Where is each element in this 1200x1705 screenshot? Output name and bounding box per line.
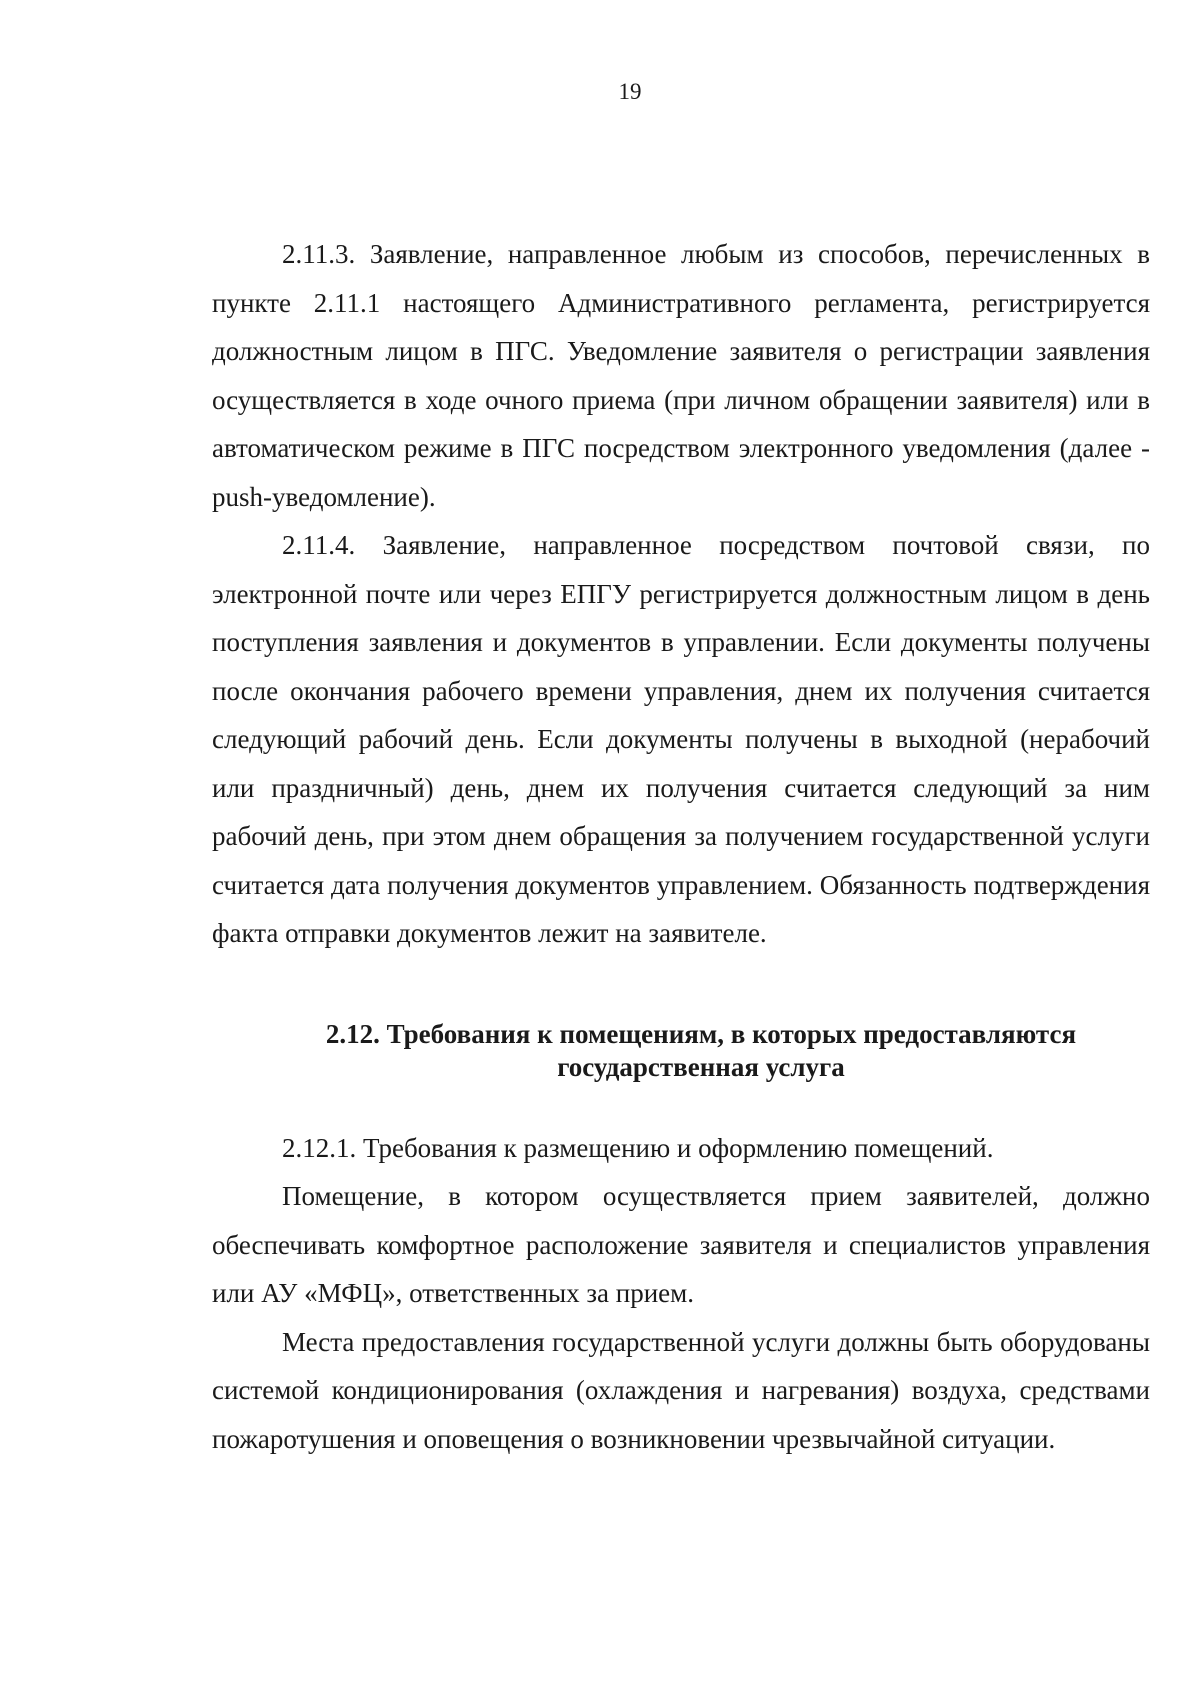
section-heading-line-1: 2.12. Требования к помещениям, в которых предоставляются <box>325 1018 1077 1049</box>
paragraph-premises: Помещение, в котором осуществляется прием заявителей, должно обеспечивать комфортное расположение заявителя и специалистов управления или АУ «МФЦ», ответственных за прием. <box>212 1181 1150 1308</box>
section-heading-2-12 <box>212 1018 1150 1084</box>
paragraph-2-11-4: 2.11.4. Заявление, направленное посредством почтовой связи, по электронной почте или через ЕПГУ регистрируется должностным лицом в день поступления заявления и документов в управлении. Если документы получены после окончания рабочего времени управления, днем их получения считается следующий рабочий день. Если документы получены в выходной (нерабочий или праздничный) день, днем их получения считается следующий за ним рабочий день, при этом днем обращения за получением государственной услуги считается дата получения документов управлением. Обязанность подтверждения факта отправки документов лежит на заявителе. <box>212 530 1150 948</box>
paragraph-2-12-1: 2.12.1. Требования к размещению и оформлению помещений. <box>282 1132 994 1163</box>
section-heading-line-2: государственная услуга <box>557 1051 845 1082</box>
document-body <box>212 230 1150 1463</box>
page-number: 19 <box>618 79 642 104</box>
paragraph-service-places: Места предоставления государственной услуги должны быть оборудованы системой кондиционирования (охлаждения и нагревания) воздуха, средствами пожаротушения и оповещения о возникновении чрезвычайной ситуации. <box>212 1326 1150 1454</box>
paragraph-2-11-3: 2.11.3. Заявление, направленное любым из способов, перечисленных в пункте 2.11.1 настоящего Административного регламента, регистрируется должностным лицом в ПГС. Уведомление заявителя о регистрации заявления осуществляется в ходе очного приема (при личном обращении заявителя) или в автоматическом режиме в ПГС посредством электронного уведомления (далее - push-уведомление). <box>212 239 1150 512</box>
